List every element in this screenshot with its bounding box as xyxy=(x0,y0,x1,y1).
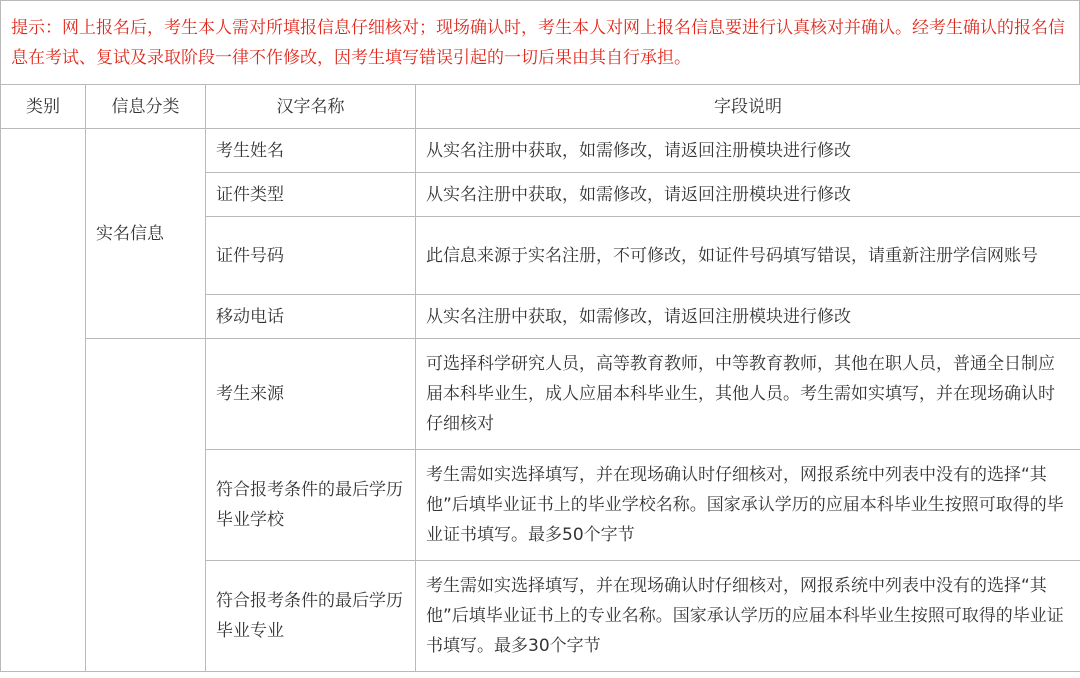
table-row xyxy=(1,339,1080,450)
table-row xyxy=(1,129,1080,173)
field-name: 考生来源 xyxy=(206,339,416,450)
info-table xyxy=(0,84,1080,672)
field-name: 证件号码 xyxy=(206,217,416,295)
notice-text: 提示：网上报名后，考生本人需对所填报信息仔细核对；现场确认时，考生本人对网上报名信息要进行认真核对并确认。经考生确认的报名信息在考试、复试及录取阶段一律不作修改，因考生填写错误引起的一切后果由其自行承担。 xyxy=(0,0,1080,84)
field-name: 符合报考条件的最后学历毕业学校 xyxy=(206,450,416,561)
field-name: 考生姓名 xyxy=(206,129,416,173)
group-label-real-name: 实名信息 xyxy=(86,129,206,339)
header-field-desc: 字段说明 xyxy=(416,85,1080,129)
category-cell xyxy=(1,129,86,672)
field-desc: 从实名注册中获取，如需修改，请返回注册模块进行修改 xyxy=(416,173,1080,217)
group-label-second xyxy=(86,339,206,672)
field-name: 证件类型 xyxy=(206,173,416,217)
table-header-row xyxy=(1,85,1080,129)
header-info-class: 信息分类 xyxy=(86,85,206,129)
field-desc: 此信息来源于实名注册，不可修改，如证件号码填写错误，请重新注册学信网账号 xyxy=(416,217,1080,295)
field-desc: 考生需如实选择填写，并在现场确认时仔细核对，网报系统中列表中没有的选择“其他”后填毕业证书上的专业名称。国家承认学历的应届本科毕业生按照可取得的毕业证书填写。最多30个字节 xyxy=(416,561,1080,672)
field-desc: 从实名注册中获取，如需修改，请返回注册模块进行修改 xyxy=(416,129,1080,173)
field-desc: 可选择科学研究人员，高等教育教师，中等教育教师，其他在职人员，普通全日制应届本科毕业生，成人应届本科毕业生，其他人员。考生需如实填写，并在现场确认时仔细核对 xyxy=(416,339,1080,450)
field-name: 移动电话 xyxy=(206,295,416,339)
field-desc: 考生需如实选择填写，并在现场确认时仔细核对，网报系统中列表中没有的选择“其他”后填毕业证书上的毕业学校名称。国家承认学历的应届本科毕业生按照可取得的毕业证书填写。最多50个字节 xyxy=(416,450,1080,561)
field-name: 符合报考条件的最后学历毕业专业 xyxy=(206,561,416,672)
field-desc: 从实名注册中获取，如需修改，请返回注册模块进行修改 xyxy=(416,295,1080,339)
header-field-name: 汉字名称 xyxy=(206,85,416,129)
header-category: 类别 xyxy=(1,85,86,129)
